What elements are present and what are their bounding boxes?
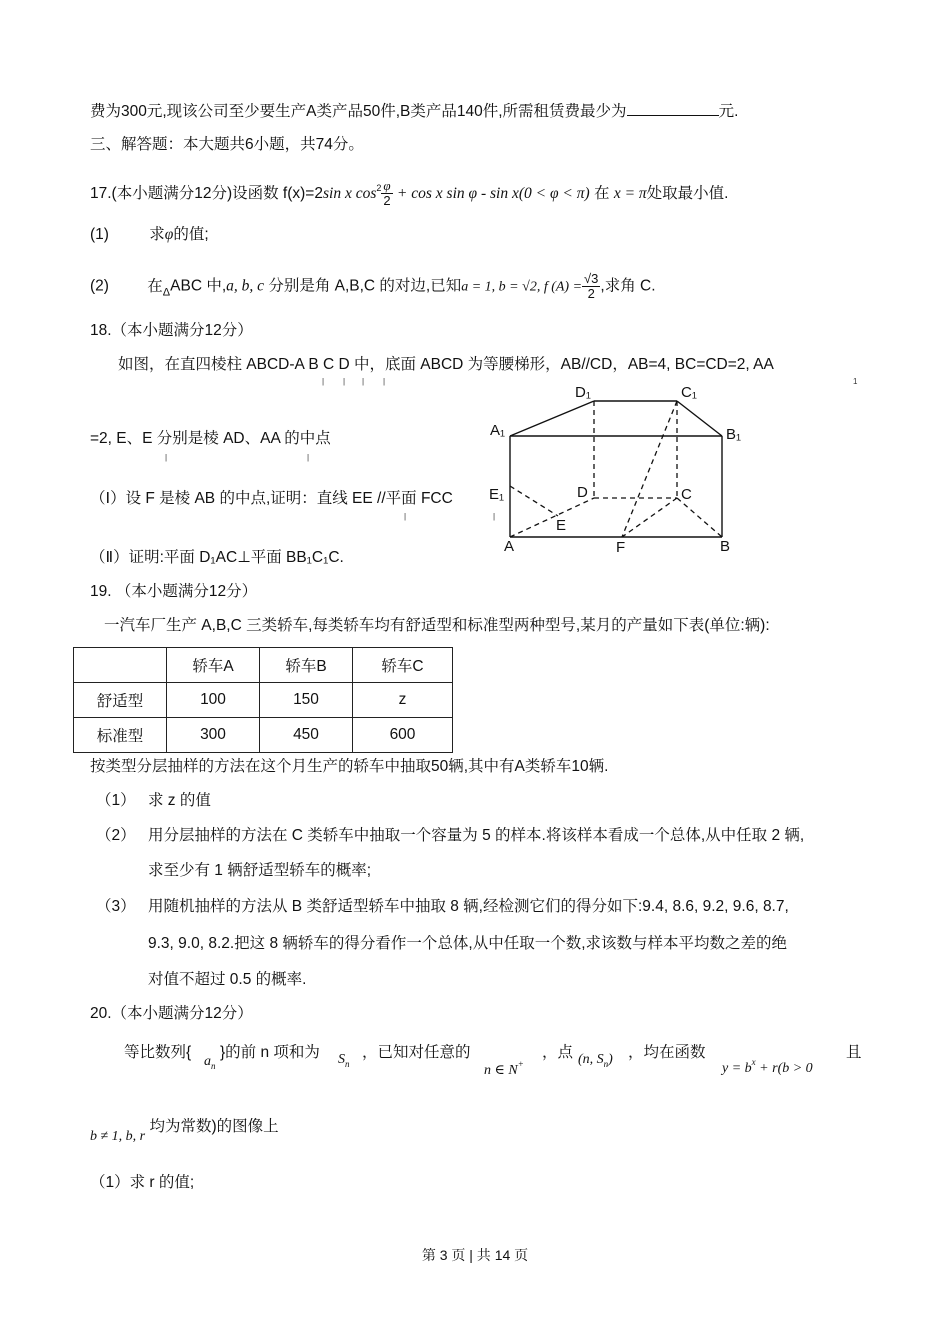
q17-fraction <box>381 179 392 208</box>
q20-l2-text: 均为常数)的图像上 <box>149 1118 279 1135</box>
label-f: F <box>616 539 626 556</box>
q17-tail-x: x = π <box>613 185 647 202</box>
q20-line1d: ，点 <box>542 1044 574 1061</box>
q17-frac-num: φ <box>383 178 391 194</box>
table-cell: 150 <box>260 683 353 718</box>
tick-mark: | <box>383 377 386 386</box>
q17-p2-cond: a = 1, b = √2, f (A) = <box>461 279 583 295</box>
table-row <box>74 718 453 753</box>
edge-a-d <box>510 498 594 537</box>
q20-point-end: ) <box>608 1052 613 1067</box>
q20-nin-base: n ∈ N <box>484 1063 518 1078</box>
table-cell: 450 <box>260 718 353 753</box>
q17-tail-a: 在 <box>593 185 610 202</box>
q20-sn <box>338 1050 350 1074</box>
tick-mark: | <box>362 377 365 386</box>
table-cell: 300 <box>167 718 260 753</box>
q17-p1-text: 求 <box>149 226 165 243</box>
q19-p1: 求 z 的值 <box>148 792 211 809</box>
q20-an-sub: n <box>211 1061 216 1071</box>
q20-point <box>578 1050 613 1074</box>
edge-a1-d1 <box>510 401 594 436</box>
q17-p2-c: 分别是角 A,B,C 的对边,已知 <box>268 277 462 295</box>
q20-fn-sup: x <box>751 1057 756 1067</box>
q17-part2 <box>90 272 656 303</box>
table-header: 轿车C <box>353 648 453 683</box>
q19-head: 19. （本小题满分12分） <box>90 583 258 600</box>
q20-point-sub: n <box>603 1059 609 1069</box>
q20-text: 等比数列{ <box>124 1044 192 1061</box>
q17-part1 <box>90 225 209 245</box>
label-d1: D₁ <box>575 384 591 401</box>
segment-c-f <box>622 498 677 537</box>
q17-p2-a: 在 <box>147 277 163 295</box>
q17-formula-rest: + cos x sin φ - sin x(0 < φ < π) <box>396 185 590 202</box>
q20-line1b: }的前 n 项和为 <box>220 1044 320 1061</box>
tick-mark: | <box>404 512 407 521</box>
q20-head: 20.（本小题满分12分） <box>90 1005 253 1022</box>
q19-p3-num: （3） <box>96 898 136 915</box>
page-footer: 第 3 页 | 共 14 页 <box>421 1247 529 1263</box>
table-header-row <box>74 648 453 683</box>
q19-intro: 一汽车厂生产 A,B,C 三类轿车,每类轿车均有舒适型和标准型两种型号,某月的产量如下表(单位:辆): <box>104 617 770 634</box>
q20-an-base: a <box>204 1054 211 1069</box>
prism-figure <box>480 378 760 558</box>
label-e: E <box>556 517 567 534</box>
q17-p1-num: (1) <box>90 226 109 243</box>
q20-function <box>722 1052 813 1079</box>
q20-part1: （1）求 r 的值; <box>90 1174 195 1191</box>
tick-mark: | <box>493 512 496 521</box>
q20-nin-plus: + <box>517 1059 524 1069</box>
segment-c1-f <box>622 401 677 537</box>
label-c1: C₁ <box>681 384 697 401</box>
table-cell: 标准型 <box>74 718 167 753</box>
q20-line1c: ，已知对任意的 <box>362 1044 471 1061</box>
label-d: D <box>577 484 588 501</box>
q17-frac-den: 2 <box>383 193 391 209</box>
edge-c1-b1 <box>677 401 722 436</box>
label-e1: E₁ <box>489 486 505 503</box>
label-b: B <box>720 538 731 555</box>
q20-line2 <box>90 1117 279 1144</box>
q19-p2b: 求至少有 1 辆舒适型轿车的概率; <box>148 862 372 879</box>
continued-suffix: 元. <box>718 103 739 120</box>
q17-p1-tail: 的值; <box>173 226 209 243</box>
label-a1: A₁ <box>490 422 506 439</box>
continued-line <box>90 101 738 122</box>
table-header: 轿车A <box>167 648 260 683</box>
q20-line1e: ，均在函数 <box>628 1044 706 1061</box>
q19-after: 按类型分层抽样的方法在这个月生产的轿车中抽取50辆,其中有A类轿车10辆. <box>90 758 609 775</box>
q20-nin <box>484 1054 524 1081</box>
answer-blank <box>627 101 719 116</box>
label-c: C <box>681 486 692 503</box>
continued-text: 费为300元,现该公司至少要生产A类产品50件,B类产品140件,所需租赁费最少为 <box>90 103 627 120</box>
q20-fn-base: y = b <box>722 1061 752 1076</box>
q17-p2-num: (2) <box>90 277 109 295</box>
q17-p2-b: ABC 中, <box>170 277 227 295</box>
tick-mark: | <box>322 377 325 386</box>
q20-line1f: 且 <box>846 1044 862 1061</box>
q19-p1-num: （1） <box>96 792 136 809</box>
table-cell: z <box>353 683 453 718</box>
q18-intro: 如图，在直四棱柱 ABCD-A B C D 中，底面 ABCD 为等腰梯形，AB//CD，AB=4, BC=CD=2, AA <box>118 356 774 373</box>
q18-line2: =2, E、E 分别是棱 AD、AA 的中点 <box>90 430 331 447</box>
q17-statement <box>90 178 728 208</box>
q17-head: 17.(本小题满分12分)设函数 f(x)=2 <box>90 185 323 202</box>
q17-p2-tail: ,求角 C. <box>600 277 656 295</box>
q19-p3a: 用随机抽样的方法从 B 类舒适型轿车中抽取 8 辆,经检测它们的得分如下:9.4, 8.6, 9.2, 9.6, 8.7, <box>148 898 789 915</box>
triangle-symbol: Δ <box>162 286 171 299</box>
subscript-1: 1 <box>853 377 858 386</box>
q17-tail-b: 处取最小值. <box>646 185 729 202</box>
q18-head: 18.（本小题满分12分） <box>90 322 253 339</box>
table-header: 轿车B <box>260 648 353 683</box>
table-header <box>74 648 167 683</box>
q17-p2-abc: a, b, c <box>226 277 265 295</box>
table-cell: 100 <box>167 683 260 718</box>
q19-p2a: 用分层抽样的方法在 C 类轿车中抽取一个容量为 5 的样本.将该样本看成一个总体,从中任取 2 辆, <box>148 827 805 844</box>
label-b1: B₁ <box>726 426 742 443</box>
q20-an <box>204 1052 216 1076</box>
tick-mark: | <box>343 377 346 386</box>
label-a: A <box>504 538 515 555</box>
q19-p3c: 对值不超过 0.5 的概率. <box>148 971 307 988</box>
q20-point-base: (n, S <box>578 1052 604 1067</box>
production-table <box>73 647 453 753</box>
q20-fn-rest: + r(b > 0 <box>759 1061 813 1076</box>
q18-part2: （Ⅱ）证明:平面 D₁AC⊥平面 BB₁C₁C. <box>90 549 344 566</box>
q18-part1: （Ⅰ）设 F 是棱 AB 的中点,证明：直线 EE //平面 FCC <box>90 490 453 507</box>
q20-l2-math: b ≠ 1, b, r <box>90 1129 146 1144</box>
q17-p2-frac-den: 2 <box>587 286 595 301</box>
q19-p3b: 9.3, 9.0, 8.2.把这 8 辆轿车的得分看作一个总体,从中任取一个数,求该数与样本平均数之差的绝 <box>148 935 788 952</box>
q17-p2-frac-num: √3 <box>584 271 599 286</box>
q20-line1a <box>124 1043 191 1063</box>
tick-mark: | <box>307 453 310 462</box>
q19-p2-num: （2） <box>96 827 136 844</box>
q20-sn-base: S <box>338 1052 345 1067</box>
table-row <box>74 683 453 718</box>
q17-p2-fraction <box>582 272 600 301</box>
table-cell: 600 <box>353 718 453 753</box>
q20-sn-sub: n <box>345 1059 350 1069</box>
q17-formula-part: sin x cos <box>322 185 377 202</box>
table-cell: 舒适型 <box>74 683 167 718</box>
edge-c-b <box>677 498 722 537</box>
q17-exponent: 2 <box>376 183 382 193</box>
q17-p1-phi: φ <box>164 226 174 243</box>
section-heading: 三、解答题：本大题共6小题，共74分。 <box>90 136 364 153</box>
tick-mark: | <box>165 453 168 462</box>
segment-e1-e <box>510 486 558 516</box>
